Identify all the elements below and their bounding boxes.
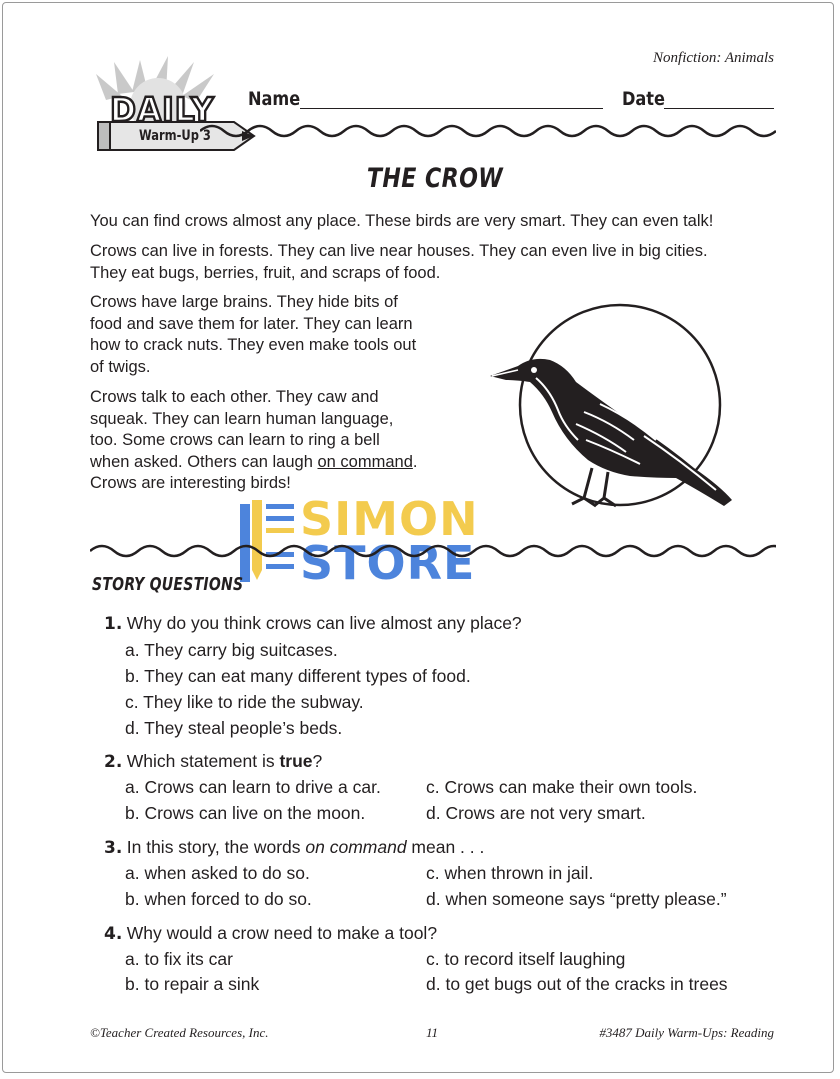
question-number: 2. <box>104 752 123 772</box>
story-questions-heading: STORY QUESTIONS <box>92 574 244 595</box>
question-1 <box>104 613 522 634</box>
footer-book-title: #3487 Daily Warm-Ups: Reading <box>599 1025 774 1040</box>
question-number: 4. <box>104 924 123 944</box>
q2-option-a[interactable]: a. Crows can learn to drive a car. <box>125 777 381 797</box>
question-number: 1. <box>104 614 123 634</box>
question-number: 3. <box>104 838 123 858</box>
text-span: Which statement is <box>126 751 280 771</box>
question-4 <box>104 923 437 944</box>
bold-word: true <box>279 751 313 771</box>
on-command-underlined: on command <box>317 452 413 471</box>
paragraph-4-line: Crows talk to each other. They caw and <box>90 388 379 406</box>
q3-option-d[interactable]: d. when someone says “pretty please.” <box>426 889 727 909</box>
q2-option-b[interactable]: b. Crows can live on the moon. <box>125 803 366 823</box>
paragraph-3-line: food and save them for later. They can learn <box>90 314 413 333</box>
paragraph-1: You can find crows almost any place. These birds are very smart. They can even talk! <box>90 212 714 230</box>
footer-copyright: ©Teacher Created Resources, Inc. <box>90 1025 269 1040</box>
logo-word: DAILY <box>110 90 215 129</box>
watermark-line-1: SIMON <box>300 492 479 546</box>
italic-phrase: on command <box>305 837 407 857</box>
name-label: Name <box>248 88 301 110</box>
q3-option-a[interactable]: a. when asked to do so. <box>125 863 310 883</box>
q1-option-c[interactable]: c. They like to ride the subway. <box>125 692 364 712</box>
q4-option-a[interactable]: a. to fix its car <box>125 949 233 969</box>
q2-option-c[interactable]: c. Crows can make their own tools. <box>426 777 698 797</box>
paragraph-4-line <box>90 452 470 474</box>
text-span: when asked. Others can laugh <box>90 452 318 471</box>
category-label: Nonfiction: Animals <box>653 50 774 66</box>
text-span: ? <box>312 751 323 771</box>
question-3 <box>104 837 484 858</box>
q4-option-d[interactable]: d. to get bugs out of the cracks in trees <box>426 974 728 994</box>
question-text <box>127 837 485 857</box>
name-field[interactable] <box>300 108 603 109</box>
question-2 <box>104 751 322 772</box>
crow-illustration <box>480 300 740 520</box>
q1-option-b[interactable]: b. They can eat many different types of food. <box>125 666 471 686</box>
paragraph-4-line: too. Some crows can learn to ring a bell <box>90 431 380 449</box>
question-text <box>127 751 323 771</box>
paragraph-4 <box>90 387 470 495</box>
paragraph-3-line: Crows have large brains. They hide bits of <box>90 293 398 311</box>
q1-option-a[interactable]: a. They carry big suitcases. <box>125 640 338 660</box>
q3-option-b[interactable]: b. when forced to do so. <box>125 889 312 909</box>
logo-subtitle: Warm-Up 3 <box>139 128 211 144</box>
paragraph-2-line: Crows can live in forests. They can live near houses. They can even live in big cities. <box>90 242 708 260</box>
paragraph-4-line: squeak. They can learn human language, <box>90 409 394 428</box>
text-span: . <box>412 452 418 471</box>
text-span: In this story, the words <box>126 837 306 857</box>
header-wave-divider <box>200 120 776 142</box>
paragraph-2 <box>90 241 790 284</box>
paragraph-2-line: They eat bugs, berries, fruit, and scraps of food. <box>90 263 441 282</box>
text-span: mean . . . <box>406 837 485 857</box>
paragraph-3 <box>90 292 470 378</box>
q2-option-d[interactable]: d. Crows are not very smart. <box>426 803 646 823</box>
q4-option-c[interactable]: c. to record itself laughing <box>426 949 626 969</box>
paragraph-3-line: how to crack nuts. They even make tools out <box>90 336 417 354</box>
watermark-line-2: STORE <box>300 536 476 590</box>
story-title: THE CROW <box>366 163 504 194</box>
date-field[interactable] <box>664 108 774 109</box>
question-text: Why do you think crows can live almost any place? <box>126 613 522 633</box>
date-label: Date <box>622 88 665 110</box>
question-text: Why would a crow need to make a tool? <box>126 923 438 943</box>
paragraph-4-line: Crows are interesting birds! <box>90 474 291 492</box>
section-wave-divider <box>90 540 776 562</box>
q1-option-d[interactable]: d. They steal people’s beds. <box>125 718 343 738</box>
q4-option-b[interactable]: b. to repair a sink <box>125 974 260 994</box>
page-number: 11 <box>425 1025 439 1040</box>
q3-option-c[interactable]: c. when thrown in jail. <box>426 863 594 883</box>
paragraph-3-line: of twigs. <box>90 357 151 376</box>
